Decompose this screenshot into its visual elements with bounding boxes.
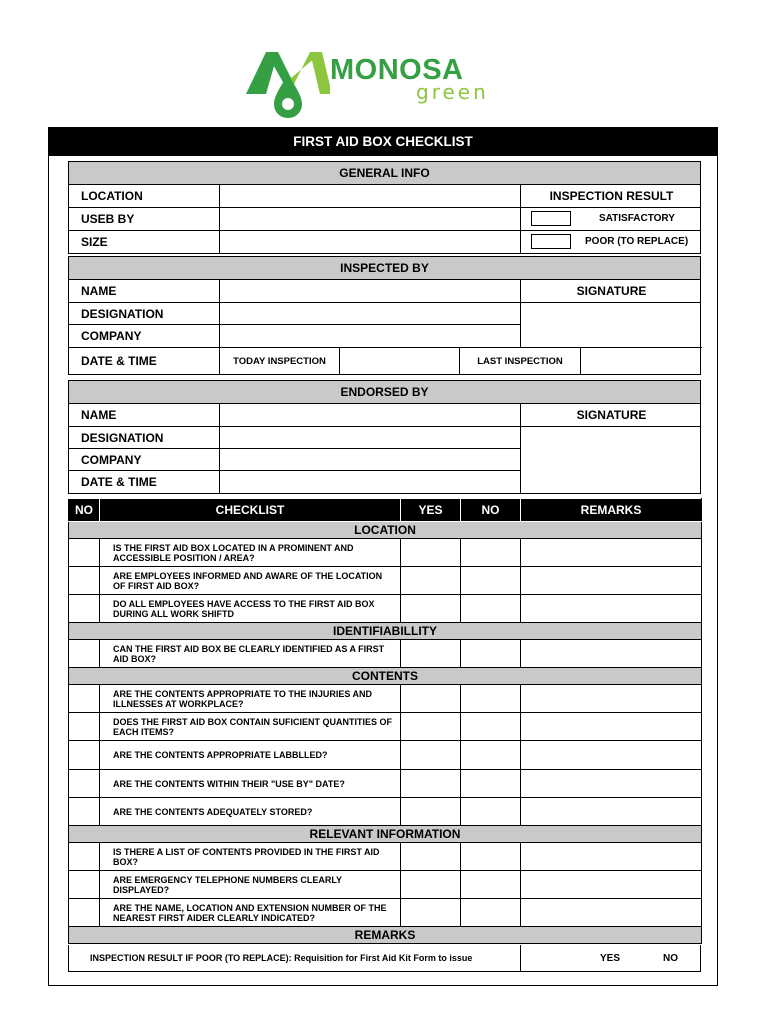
logo-brand-text: MONOSA — [330, 54, 464, 86]
poor-label: POOR (TO REPLACE) — [585, 236, 689, 247]
checklist-question: DOES THE FIRST AID BOX CONTAIN SUFICIENT QUANTITIES OF EACH ITEMS? — [100, 713, 401, 741]
no-cell[interactable] — [461, 539, 521, 567]
remarks-cell[interactable] — [521, 685, 702, 713]
location-label: LOCATION — [69, 185, 220, 207]
checklist-question: ARE THE CONTENTS APPROPRIATE TO THE INJURIES AND ILLNESSES AT WORKPLACE? — [100, 685, 401, 713]
section-header-row — [69, 826, 702, 843]
inspected-date-label: DATE & TIME — [69, 348, 220, 374]
inspected-name-row — [69, 280, 700, 303]
section-header-row — [69, 522, 702, 539]
remarks-cell[interactable] — [521, 595, 702, 623]
item-number-cell — [69, 539, 100, 567]
used-by-field[interactable] — [220, 208, 521, 230]
checklist-form — [48, 127, 718, 986]
yes-cell[interactable] — [401, 640, 461, 668]
checklist-question: ARE THE CONTENTS APPROPRIATE LABBLLED? — [100, 741, 401, 770]
item-number-cell — [69, 685, 100, 713]
logo-mark-icon — [244, 46, 330, 122]
endorsed-designation-row — [69, 427, 700, 449]
checklist-item-row — [69, 871, 702, 899]
poor-checkbox[interactable] — [531, 234, 571, 249]
checklist-question: ARE EMERGENCY TELEPHONE NUMBERS CLEARLY DISPLAYED? — [100, 871, 401, 899]
inspected-designation-label: DESIGNATION — [69, 303, 220, 325]
checklist-table — [68, 498, 702, 944]
yes-cell[interactable] — [401, 798, 461, 826]
footer-yes-option[interactable]: YES — [600, 953, 621, 964]
section-header-row — [69, 668, 702, 685]
monosa-green-logo — [244, 46, 504, 122]
remarks-cell[interactable] — [521, 871, 702, 899]
yes-cell[interactable] — [401, 713, 461, 741]
remarks-cell[interactable] — [521, 843, 702, 871]
yes-cell[interactable] — [401, 899, 461, 927]
location-field[interactable] — [220, 185, 521, 207]
inspected-designation-row — [69, 303, 700, 325]
section-header: CONTENTS — [69, 668, 702, 685]
footer-text: INSPECTION RESULT IF POOR (TO REPLACE): Requisition for First Aid Kit Form to issue — [69, 945, 521, 971]
no-cell[interactable] — [461, 871, 521, 899]
item-number-cell — [69, 640, 100, 668]
used-by-row — [69, 208, 700, 231]
section-header: LOCATION — [69, 522, 702, 539]
remarks-cell[interactable] — [521, 640, 702, 668]
last-inspection-field[interactable] — [581, 348, 702, 374]
endorsed-date-field[interactable] — [220, 471, 521, 493]
no-cell[interactable] — [461, 899, 521, 927]
endorsed-signature-label: SIGNATURE — [576, 408, 647, 422]
yes-cell[interactable] — [401, 741, 461, 770]
remarks-header-row — [69, 927, 702, 944]
checklist-item-row — [69, 685, 702, 713]
checklist-question: IS THERE A LIST OF CONTENTS PROVIDED IN THE FIRST AID BOX? — [100, 843, 401, 871]
location-row — [69, 185, 700, 208]
endorsed-name-label: NAME — [69, 404, 220, 426]
remarks-cell[interactable] — [521, 899, 702, 927]
checklist-col-header: CHECKLIST — [100, 499, 401, 522]
checklist-question: ARE THE CONTENTS WITHIN THEIR "USE BY" DATE? — [100, 770, 401, 798]
yes-cell[interactable] — [401, 539, 461, 567]
yes-col-header: YES — [401, 499, 461, 522]
inspection-result-footer — [68, 945, 701, 972]
general-info-header: GENERAL INFO — [69, 162, 700, 185]
yes-cell[interactable] — [401, 685, 461, 713]
item-number-cell — [69, 595, 100, 623]
yes-cell[interactable] — [401, 871, 461, 899]
remarks-cell[interactable] — [521, 567, 702, 595]
no-cell[interactable] — [461, 640, 521, 668]
inspected-date-row — [69, 348, 700, 374]
inspected-by-section — [68, 256, 701, 375]
no-cell[interactable] — [461, 770, 521, 798]
remarks-col-header: REMARKS — [521, 499, 702, 522]
no-cell[interactable] — [461, 595, 521, 623]
checklist-item-row — [69, 899, 702, 927]
checklist-header-row — [69, 499, 702, 522]
inspected-designation-field[interactable] — [220, 303, 521, 325]
no-cell[interactable] — [461, 741, 521, 770]
no-cell[interactable] — [461, 685, 521, 713]
logo-sub-text: green — [416, 80, 489, 104]
item-number-cell — [69, 798, 100, 826]
checklist-item-row — [69, 640, 702, 668]
checklist-item-row — [69, 770, 702, 798]
endorsed-company-field[interactable] — [220, 449, 521, 471]
endorsed-designation-label: DESIGNATION — [69, 427, 220, 449]
endorsed-designation-field[interactable] — [220, 427, 521, 449]
size-field[interactable] — [220, 231, 521, 253]
checklist-item-row — [69, 741, 702, 770]
no-cell[interactable] — [461, 713, 521, 741]
yes-cell[interactable] — [401, 770, 461, 798]
remarks-cell[interactable] — [521, 798, 702, 826]
item-number-cell — [69, 713, 100, 741]
checklist-item-row — [69, 798, 702, 826]
section-header-row — [69, 623, 702, 640]
yes-cell[interactable] — [401, 595, 461, 623]
remarks-cell[interactable] — [521, 539, 702, 567]
inspected-company-field[interactable] — [220, 325, 521, 347]
general-info-section — [68, 161, 701, 254]
item-number-cell — [69, 899, 100, 927]
endorsed-name-row — [69, 404, 700, 427]
no-cell[interactable] — [461, 798, 521, 826]
satisfactory-checkbox[interactable] — [531, 211, 571, 226]
no-answer-col-header: NO — [461, 499, 521, 522]
checklist-question: ARE EMPLOYEES INFORMED AND AWARE OF THE LOCATION OF FIRST AID BOX? — [100, 567, 401, 595]
yes-cell[interactable] — [401, 843, 461, 871]
no-cell[interactable] — [461, 843, 521, 871]
footer-no-option[interactable]: NO — [663, 953, 678, 964]
size-row — [69, 231, 700, 253]
checklist-item-row — [69, 713, 702, 741]
yes-cell[interactable] — [401, 567, 461, 595]
item-number-cell — [69, 843, 100, 871]
checklist-question: IS THE FIRST AID BOX LOCATED IN A PROMINENT AND ACCESSIBLE POSITION / AREA? — [100, 539, 401, 567]
item-number-cell — [69, 871, 100, 899]
endorsed-name-field[interactable] — [220, 404, 521, 426]
endorsed-signature-field[interactable] — [521, 427, 702, 494]
checklist-item-row — [69, 539, 702, 567]
item-number-cell — [69, 741, 100, 770]
item-number-cell — [69, 567, 100, 595]
inspected-name-field[interactable] — [220, 280, 521, 302]
checklist-question: ARE THE NAME, LOCATION AND EXTENSION NUMBER OF THE NEAREST FIRST AIDER CLEARLY INDICATED? — [100, 899, 401, 927]
item-number-cell — [69, 770, 100, 798]
inspection-result-label: INSPECTION RESULT — [549, 189, 674, 203]
checklist-item-row — [69, 567, 702, 595]
checklist-item-row — [69, 595, 702, 623]
endorsed-by-section — [68, 380, 701, 494]
used-by-label: USEB BY — [69, 208, 220, 230]
endorsed-company-label: COMPANY — [69, 449, 220, 471]
inspected-signature-label: SIGNATURE — [576, 284, 647, 298]
inspected-signature-field[interactable] — [521, 303, 702, 348]
inspected-company-label: COMPANY — [69, 325, 220, 347]
checklist-question: CAN THE FIRST AID BOX BE CLEARLY IDENTIFIED AS A FIRST AID BOX? — [100, 640, 401, 668]
form-title: FIRST AID BOX CHECKLIST — [49, 128, 717, 156]
satisfactory-label: SATISFACTORY — [599, 213, 675, 224]
today-inspection-field[interactable] — [340, 348, 460, 374]
endorsed-by-header: ENDORSED BY — [69, 381, 700, 404]
inspected-by-header: INSPECTED BY — [69, 257, 700, 280]
today-inspection-label: TODAY INSPECTION — [220, 348, 340, 374]
section-header: RELEVANT INFORMATION — [69, 826, 702, 843]
no-cell[interactable] — [461, 567, 521, 595]
remarks-cell[interactable] — [521, 770, 702, 798]
last-inspection-label: LAST INSPECTION — [460, 348, 581, 374]
inspected-name-label: NAME — [69, 280, 220, 302]
section-header: IDENTIFIABILLITY — [69, 623, 702, 640]
no-col-header: NO — [69, 499, 100, 522]
remarks-cell[interactable] — [521, 741, 702, 770]
checklist-question: DO ALL EMPLOYEES HAVE ACCESS TO THE FIRST AID BOX DURING ALL WORK SHIFTD — [100, 595, 401, 623]
checklist-question: ARE THE CONTENTS ADEQUATELY STORED? — [100, 798, 401, 826]
remarks-header: REMARKS — [69, 927, 702, 944]
checklist-item-row — [69, 843, 702, 871]
remarks-cell[interactable] — [521, 713, 702, 741]
endorsed-date-label: DATE & TIME — [69, 471, 220, 493]
size-label: SIZE — [69, 231, 220, 253]
